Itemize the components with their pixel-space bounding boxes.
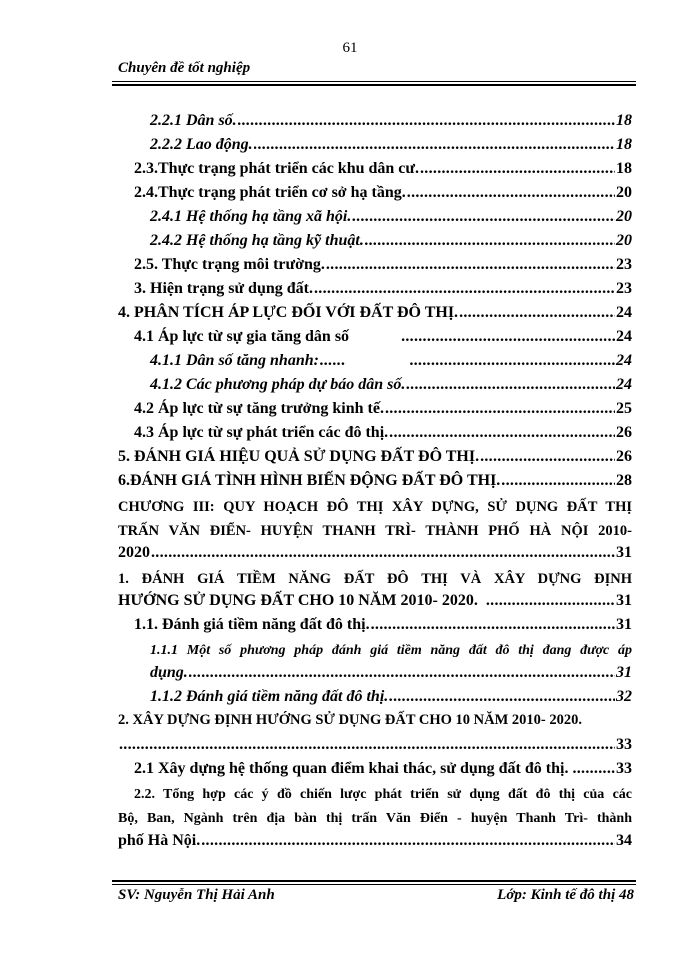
toc-section-line[interactable]: 1. ĐÁNH GIÁ TIỀM NĂNG ĐẤT ĐÔ THỊ VÀ XÂY DỰNG ĐỊNH [118,571,632,587]
toc-entry[interactable]: 2020 ..... 31 [118,544,632,566]
footer-student: SV: Nguyễn Thị Hải Anh [118,887,275,903]
toc-entry[interactable]: 4. PHÂN TÍCH ÁP LỰC ĐỐI VỚI ĐẤT ĐÔ THỊ. ..... 24 [118,304,632,326]
toc-entry[interactable]: 2.4.Thực trạng phát triển cơ sở hạ tầng. ..... 20 [134,184,632,206]
toc-section-line[interactable]: 2. XÂY DỰNG ĐỊNH HƯỚNG SỬ DỤNG ĐẤT CHO 10 NĂM 2010- 2020. [118,712,582,728]
header-title: Chuyên đề tốt nghiệp [118,60,251,76]
toc-entry[interactable]: HƯỚNG SỬ DỤNG ĐẤT CHO 10 NĂM 2010- 2020. ..... 31 [118,592,632,614]
toc-entry[interactable]: 6.ĐÁNH GIÁ TÌNH HÌNH BIẾN ĐỘNG ĐẤT ĐÔ THỊ. ..... 28 [118,472,632,494]
toc-subsection-line[interactable]: 1.1.1 Một số phương pháp đánh giá tiềm năng đất đô thị đang được áp [150,643,632,658]
toc-subsection-line[interactable]: Bộ, Ban, Ngành trên địa bàn thị trấn Văn Điển - huyện Thanh Trì- thành [118,811,632,826]
toc-entry[interactable]: 4.3 Áp lực từ sự phát triển các đô thị. ..... 26 [134,424,632,446]
toc-subsection-line[interactable]: 2.2. Tổng hợp các ý đồ chiến lược phát triển sử dụng đất đô thị của các [134,787,632,802]
header-rule [112,81,636,82]
toc-entry[interactable]: 1.1.2 Đánh giá tiềm năng đất đô thị. ..... 32 [150,688,632,710]
toc-entry[interactable]: 2.4.2 Hệ thống hạ tầng kỹ thuật. ..... 20 [150,232,632,254]
toc-entry[interactable]: 2.2.1 Dân số. ..... 18 [150,112,632,134]
toc-entry[interactable]: 4.1.1 Dân số tăng nhanh: ..... ..... 24 [150,352,632,374]
toc-entry[interactable]: 2.1 Xây dựng hệ thống quan điểm khai thác, sử dụng đất đô thị. ..... 33 [134,760,632,782]
toc-entry[interactable]: ..... 33 [118,736,632,758]
footer-rule [112,884,636,885]
page-number: 61 [342,40,358,56]
toc-entry[interactable]: 2.5. Thực trạng môi trường. ..... 23 [134,256,632,278]
toc-entry[interactable]: 2.3.Thực trạng phát triển các khu dân cư. ..... 18 [134,160,632,182]
toc-entry[interactable]: 4.1 Áp lực từ sự gia tăng dân số ..... 24 [134,328,632,350]
toc-entry[interactable]: 2.4.1 Hệ thống hạ tầng xã hội. ..... 20 [150,208,632,230]
footer-rule-thick [112,880,636,882]
toc-entry[interactable]: phố Hà Nội. ..... 34 [118,832,632,854]
toc-entry[interactable]: 1.1. Đánh giá tiềm năng đất đô thị. ..... 31 [134,616,632,638]
header-rule-thick [112,84,636,86]
toc-chapter-line[interactable]: TRẤN VĂN ĐIỂN- HUYỆN THANH TRÌ- THÀNH PHỐ HÀ NỘI 2010- [118,523,632,539]
toc-entry[interactable]: 2.2.2 Lao động. ..... 18 [150,136,632,158]
toc-entry[interactable]: 4.2 Áp lực từ sự tăng trưởng kinh tế. ..... 25 [134,400,632,422]
toc-chapter-line[interactable]: CHƯƠNG III: QUY HOẠCH ĐÔ THỊ XÂY DỰNG, SỬ DỤNG ĐẤT THỊ [118,499,632,515]
toc-entry[interactable]: 3. Hiện trạng sử dụng đất. ..... 23 [134,280,632,302]
footer-class: Lớp: Kinh tế đô thị 48 [497,887,634,903]
toc-entry[interactable]: 4.1.2 Các phương pháp dự báo dân số. ..... 24 [150,376,632,398]
toc-entry[interactable]: 5. ĐÁNH GIÁ HIỆU QUẢ SỬ DỤNG ĐẤT ĐÔ THỊ. ..... 26 [118,448,632,470]
toc-entry[interactable]: dụng. ..... 31 [150,664,632,686]
